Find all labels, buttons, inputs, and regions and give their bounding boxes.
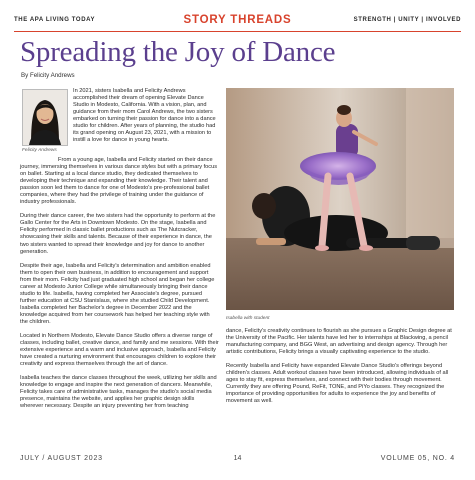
page-number: 14 bbox=[233, 455, 242, 462]
masthead bbox=[14, 14, 461, 30]
paragraph: dance, Felicity's creativity continues to flourish as she pursues a Graphic Design degree at the University of the Pacific. Her talents have led her to internships at Blackwing, a pencil manufacturing company, and BGG West, an advertising and design agency. Through her artistic contributions, Felicity brings a visually captivating experience to the studio. bbox=[226, 328, 452, 356]
author-photo-caption: Felicity Andrews bbox=[22, 148, 57, 153]
byline: By Felicity Andrews bbox=[21, 72, 75, 79]
intro-column bbox=[73, 88, 219, 151]
publication-name: THE APA LIVING TODAY bbox=[14, 17, 96, 23]
dance-photo bbox=[226, 88, 454, 310]
section-title: STORY THREADS bbox=[183, 14, 292, 26]
intro-paragraph: In 2021, sisters Isabella and Felicity Andrews accomplished their dream of opening Elevate Dance Studio in Modesto, California. With a vision, plan, and guidance from their mom Carol Andrews, the two sisters embarked on turning their passion for dance into a dance studio for children. After years of planning, the studio had its grand opening on August 23, 2021, with a mission to instill a love for dance in young hearts. bbox=[73, 88, 216, 144]
paragraph: Recently Isabella and Felicity have expanded Elevate Dance Studio's offerings beyond children's classes. Adult workout classes have been introduced, allowing individuals of all ages to stay fit, express themselves, and connect with their bodies through movement. Currently they are offering Pound, ReFit, TONE, and PiYo classes. They recognized the importance of providing opportunities for adults to experience the joy and benefits of movement as well. bbox=[226, 363, 449, 405]
volume-number: VOLUME 05, NO. 4 bbox=[380, 455, 455, 462]
dance-photo-caption: Isabella with student bbox=[226, 316, 270, 321]
left-column bbox=[20, 157, 219, 418]
page-footer bbox=[20, 455, 455, 465]
paragraph: Isabella teaches the dance classes throughout the week, utilizing her skills and knowledge to engage and inspire the next generation of dancers. Meanwhile, Felicity takes care of administrative tasks, manages the studio's social media presence, maintains the website, and applies her graphic design skills wherever necessary. Despite an injury preventing her from teaching bbox=[20, 375, 217, 410]
paragraph: From a young age, Isabella and Felicity started on their dance journey, immersing themselves in various dance styles but with a primary focus on ballet. Starting at a local dance studio, they dedicated themselves to developing their technique and expanding their knowledge. Their talent and passion soon led them to dance for one of Modesto's pre-professional ballet companies, where they had the privilege of training under the guidance of industry professionals. bbox=[20, 157, 218, 206]
paragraph: During their dance career, the two sisters had the opportunity to perform at the Gallo Center for the Arts in Downtown Modesto. On the stage, Isabella and Felicity performed in classic ballet productions such as The Nutcracker, showcasing their skills and talents. Because of their experience in dance, the two sisters wanted to spread their knowledge and joy for dance to another generation. bbox=[20, 213, 216, 255]
author-photo bbox=[22, 89, 68, 146]
paragraph: Despite their age, Isabella and Felicity's determination and ambition enabled them to open their own business, in addition to encouragement and support from their mom. Felicity had just graduated high school and began her college career at Modesto Junior College while simultaneously bringing their dance studio to life. Isabella, having completed her Associate's degree, pursued further education at CSU Stanislaus, where she studied Child Development. Isabella completed her Bachelor's degree in December 2022 and the knowledge acquired from her coursework has helped her teaching style with the children. bbox=[20, 262, 215, 325]
article-title: Spreading the Joy of Dance bbox=[20, 36, 336, 68]
paragraph: Located in Northern Modesto, Elevate Dance Studio offers a diverse range of classes, including ballet, creative dance, and family and me sessions. With their extensive experience and a warm and inclusive approach, Isabella and Felicity have created a nurturing environment that encourages children to explore their creativity and express themselves through the art of dance. bbox=[20, 333, 219, 368]
section-tags: STRENGTH | UNITY | INVOLVED bbox=[353, 17, 461, 23]
right-column bbox=[226, 328, 454, 412]
header-rule bbox=[14, 31, 461, 32]
issue-date: JULY / AUGUST 2023 bbox=[20, 455, 103, 462]
